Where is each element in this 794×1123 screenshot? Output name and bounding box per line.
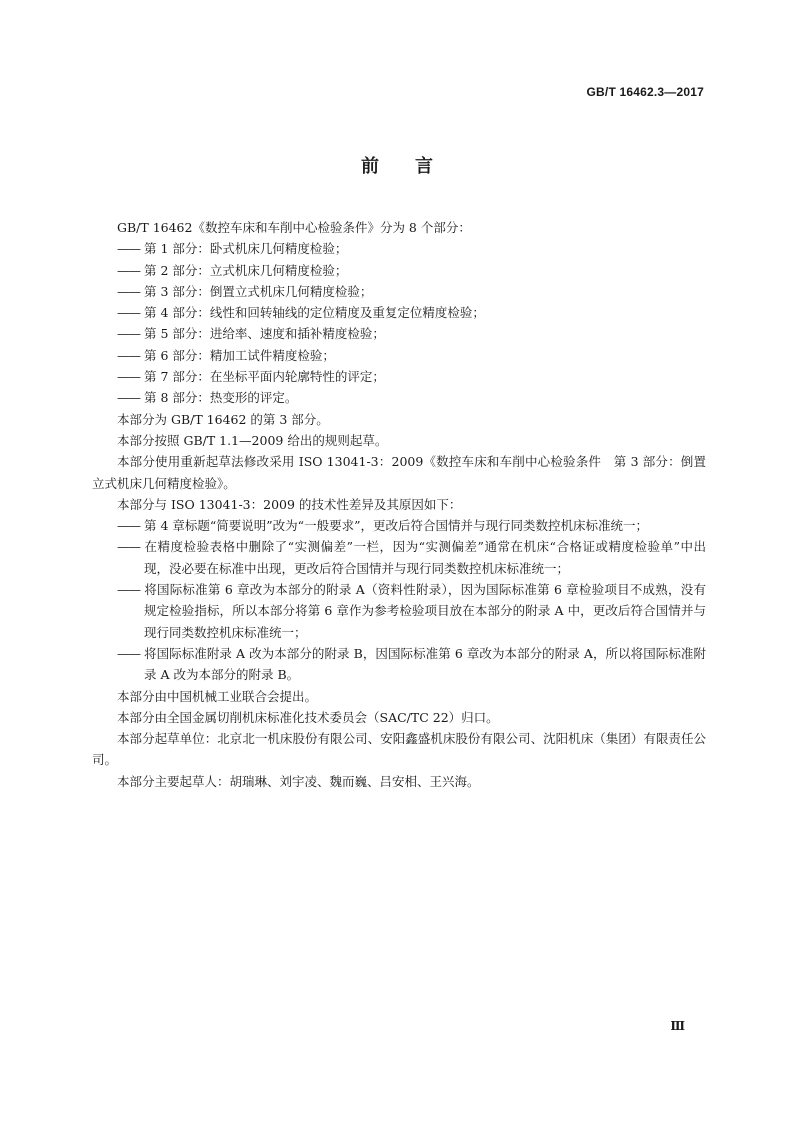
list-item: —— 第 5 部分：进给率、速度和插补精度检验； xyxy=(92,323,706,344)
paragraph: 本部分与 ISO 13041-3：2009 的技术性差异及其原因如下： xyxy=(117,496,462,512)
list-item: —— 第 7 部分：在坐标平面内轮廓特性的评定； xyxy=(92,366,706,387)
list-item: —— 将国际标准第 6 章改为本部分的附录 A（资料性附录），因为国际标准第 6 章检验项目不成熟，没有规定检验指标，所以本部分将第 6 章作为参考检验项目放在本部分的附录 A 中，更改后符合国情并与现行同类数控机床标准统一； xyxy=(92,579,706,643)
list-item: —— 第 2 部分：立式机床几何精度检验； xyxy=(92,260,706,281)
paragraph: 本部分主要起草人：胡瑞琳、刘宇凌、魏而巍、吕安相、王兴海。 xyxy=(117,773,480,789)
dash-marker: —— xyxy=(117,262,140,278)
paragraph: 本部分按照 GB/T 1.1—2009 给出的规则起草。 xyxy=(117,432,388,448)
dash-marker: —— xyxy=(117,582,140,598)
list-item: —— 第 8 部分：热变形的评定。 xyxy=(92,387,706,408)
parts-list xyxy=(92,238,706,408)
paragraph: 本部分由全国金属切削机床标准化技术委员会（SAC/TC 22）归口。 xyxy=(117,709,499,725)
dash-marker: —— xyxy=(117,518,140,534)
list-item: —— 将国际标准附录 A 改为本部分的附录 B，因国际标准第 6 章改为本部分的附录 A，所以将国际标准附录 A 改为本部分的附录 B。 xyxy=(92,643,706,686)
dash-marker: —— xyxy=(117,283,140,299)
list-item: —— 第 4 部分：线性和回转轴线的定位精度及重复定位精度检验； xyxy=(92,302,706,323)
dash-marker: —— xyxy=(117,539,140,555)
paragraph: 本部分由中国机械工业联合会提出。 xyxy=(117,688,318,704)
foreword-body xyxy=(92,217,706,792)
intro-paragraph: GB/T 16462《数控车床和车削中心检验条件》分为 8 个部分： xyxy=(117,220,471,235)
dash-marker: —— xyxy=(117,645,140,661)
paragraph: 本部分使用重新起草法修改采用 ISO 13041-3：2009《数控车床和车削中心检验条件 第 3 部分：倒置立式机床几何精度检验》。 xyxy=(92,454,706,491)
list-item: —— 第 4 章标题“简要说明”改为“一般要求”，更改后符合国情并与现行同类数控机床标准统一； xyxy=(92,515,706,536)
list-item: —— 第 3 部分：倒置立式机床几何精度检验； xyxy=(92,281,706,302)
list-item: —— 第 6 部分：精加工试件精度检验； xyxy=(92,345,706,366)
list-item: —— 在精度检验表格中删除了“实测偏差”一栏，因为“实测偏差”通常在机床“合格证或精度检验单”中出现，没必要在标准中出现，更改后符合国情并与现行同类数控机床标准统一； xyxy=(92,536,706,579)
standard-number: GB/T 16462.3—2017 xyxy=(586,85,704,99)
dash-marker: —— xyxy=(117,241,140,257)
dash-marker: —— xyxy=(117,347,140,363)
page-number: Ⅲ xyxy=(670,1019,685,1033)
paragraph: 本部分起草单位：北京北一机床股份有限公司、安阳鑫盛机床股份有限公司、沈阳机床（集团）有限责任公司。 xyxy=(92,731,706,768)
dash-marker: —— xyxy=(117,326,140,342)
dash-marker: —— xyxy=(117,369,140,385)
dash-marker: —— xyxy=(117,390,140,406)
list-item: —— 第 1 部分：卧式机床几何精度检验； xyxy=(92,238,706,259)
dash-marker: —— xyxy=(117,305,140,321)
page-title: 前言 xyxy=(361,156,469,177)
paragraph: 本部分为 GB/T 16462 的第 3 部分。 xyxy=(117,411,329,427)
differences-list xyxy=(92,515,706,685)
